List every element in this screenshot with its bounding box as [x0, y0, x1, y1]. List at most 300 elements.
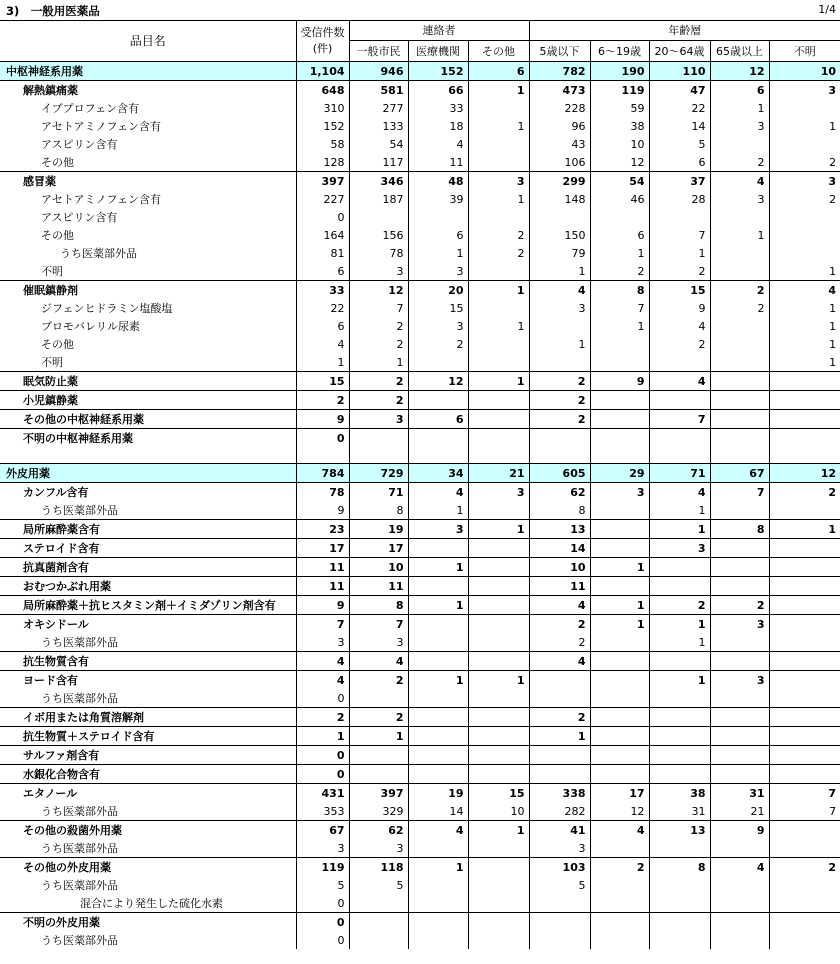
row-label: [0, 876, 296, 894]
row-label: [0, 671, 296, 690]
value-cell: 2: [769, 483, 840, 502]
row-label: [0, 226, 296, 244]
value-cell: 228: [529, 99, 590, 117]
table-row: [0, 172, 840, 191]
value-cell: [468, 839, 529, 858]
value-cell: [529, 689, 590, 708]
value-cell: 71: [349, 483, 408, 502]
column-header-age-65plus: 65歳以上: [710, 41, 769, 62]
value-cell: 946: [349, 62, 408, 81]
value-cell: [408, 208, 468, 226]
column-header-medical: 医療機関: [408, 41, 468, 62]
table-row: [0, 652, 840, 671]
value-cell: 0: [296, 765, 349, 784]
value-cell: 1: [529, 727, 590, 746]
row-label: [0, 208, 296, 226]
value-cell: 4: [408, 821, 468, 840]
value-cell: [408, 765, 468, 784]
value-cell: 23: [296, 520, 349, 539]
value-cell: [468, 335, 529, 353]
row-label-text: うち医薬部外品: [41, 503, 118, 517]
value-cell: [710, 727, 769, 746]
value-cell: [769, 577, 840, 596]
value-cell: 3: [408, 262, 468, 281]
row-label: [0, 281, 296, 300]
value-cell: 7: [649, 226, 710, 244]
table-row: [0, 281, 840, 300]
value-cell: 1: [408, 244, 468, 262]
value-cell: 38: [590, 117, 649, 135]
table-row: [0, 483, 840, 502]
value-cell: 8: [649, 858, 710, 877]
value-cell: 2: [710, 281, 769, 300]
value-cell: [349, 429, 408, 448]
table-row: [0, 802, 840, 821]
row-label: [0, 539, 296, 558]
value-cell: [710, 913, 769, 932]
value-cell: 2: [349, 317, 408, 335]
value-cell: [769, 727, 840, 746]
value-cell: [468, 652, 529, 671]
value-cell: [468, 539, 529, 558]
value-cell: [590, 671, 649, 690]
value-cell: 7: [649, 410, 710, 429]
page-header: [0, 0, 840, 21]
value-cell: 34: [408, 464, 468, 483]
value-cell: 38: [649, 784, 710, 803]
value-cell: 117: [349, 153, 408, 172]
row-label: [0, 615, 296, 634]
row-label: [0, 558, 296, 577]
value-cell: [649, 429, 710, 448]
value-cell: 54: [349, 135, 408, 153]
value-cell: 3: [408, 520, 468, 539]
row-label-text: ヨード含有: [23, 673, 78, 687]
row-label-text: うち医薬部外品: [60, 246, 137, 260]
row-label: [0, 317, 296, 335]
value-cell: [468, 262, 529, 281]
value-cell: 4: [649, 483, 710, 502]
value-cell: [769, 615, 840, 634]
value-cell: [710, 894, 769, 913]
value-cell: 3: [296, 839, 349, 858]
value-cell: 1: [468, 281, 529, 300]
value-cell: 1: [349, 353, 408, 372]
value-cell: [769, 708, 840, 727]
value-cell: [769, 746, 840, 765]
value-cell: [468, 299, 529, 317]
row-label: [0, 391, 296, 410]
row-label: [0, 99, 296, 117]
value-cell: [408, 577, 468, 596]
value-cell: [590, 708, 649, 727]
value-cell: [408, 652, 468, 671]
value-cell: 1: [829, 264, 837, 278]
row-label-text: 混合により発生した硫化水素: [80, 896, 223, 910]
column-header-age-6-19: 6～19歳: [590, 41, 649, 62]
table-row: [0, 821, 840, 840]
value-cell: [408, 353, 468, 372]
value-cell: 4: [408, 483, 468, 502]
table-row: [0, 539, 840, 558]
value-cell: 2: [829, 155, 837, 169]
table-row: [0, 727, 840, 746]
row-label: [0, 633, 296, 652]
row-label-text: イブプロフェン含有: [41, 101, 140, 115]
empty-cell: [590, 447, 649, 464]
value-cell: [710, 746, 769, 765]
row-label: [0, 689, 296, 708]
value-cell: 5: [649, 135, 710, 153]
value-cell: 1: [829, 355, 837, 369]
value-cell: 67: [710, 464, 769, 483]
row-label-text: うち医薬部外品: [41, 933, 118, 947]
table-row: [0, 839, 840, 858]
value-cell: [590, 501, 649, 520]
value-cell: 43: [529, 135, 590, 153]
value-cell: 605: [529, 464, 590, 483]
value-cell: 10: [349, 558, 408, 577]
value-cell: 0: [296, 931, 349, 949]
value-cell: 106: [529, 153, 590, 172]
value-cell: [529, 894, 590, 913]
value-cell: 33: [296, 281, 349, 300]
value-cell: 729: [349, 464, 408, 483]
value-cell: [649, 708, 710, 727]
value-cell: 14: [529, 539, 590, 558]
value-cell: [590, 429, 649, 448]
column-header-age-20-64: 20～64歳: [649, 41, 710, 62]
value-cell: [349, 931, 408, 949]
value-cell: 2: [349, 708, 408, 727]
value-cell: [710, 410, 769, 429]
value-cell: [710, 839, 769, 858]
value-cell: 79: [529, 244, 590, 262]
value-cell: [529, 208, 590, 226]
value-cell: [468, 765, 529, 784]
row-label-text: 抗生物質含有: [23, 654, 89, 668]
value-cell: [649, 876, 710, 894]
value-cell: [349, 894, 408, 913]
value-cell: [468, 577, 529, 596]
value-cell: 1: [769, 520, 840, 539]
value-cell: 37: [649, 172, 710, 191]
value-cell: 3: [590, 483, 649, 502]
empty-cell: [468, 447, 529, 464]
value-cell: [769, 839, 840, 858]
value-cell: [710, 501, 769, 520]
empty-cell: [649, 447, 710, 464]
value-cell: 22: [296, 299, 349, 317]
value-cell: 4: [529, 281, 590, 300]
value-cell: 12: [769, 464, 840, 483]
value-cell: 119: [296, 858, 349, 877]
value-cell: 2: [649, 596, 710, 615]
row-label-text: 局所麻酔薬含有: [23, 522, 100, 536]
value-cell: [408, 708, 468, 727]
row-label-text: その他: [41, 337, 74, 351]
table-row: [0, 391, 840, 410]
row-label-text: アスピリン含有: [41, 210, 118, 224]
value-cell: 6: [408, 226, 468, 244]
value-cell: 3: [710, 615, 769, 634]
report-table: [0, 21, 840, 949]
value-cell: 103: [529, 858, 590, 877]
value-cell: [590, 391, 649, 410]
value-cell: 3: [468, 483, 529, 502]
value-cell: [408, 689, 468, 708]
value-cell: 7: [829, 804, 837, 818]
value-cell: [590, 839, 649, 858]
value-cell: [468, 135, 529, 153]
value-cell: [468, 876, 529, 894]
value-cell: 1: [468, 372, 529, 391]
value-cell: 4: [349, 652, 408, 671]
value-cell: 1: [649, 615, 710, 634]
value-cell: [769, 99, 840, 117]
row-label: [0, 244, 296, 262]
value-cell: 346: [349, 172, 408, 191]
value-cell: 15: [649, 281, 710, 300]
row-label-text: 不明: [41, 355, 63, 369]
value-cell: [408, 894, 468, 913]
value-cell: [590, 913, 649, 932]
value-cell: 67: [296, 821, 349, 840]
value-cell: 2: [529, 391, 590, 410]
row-label-text: うち医薬部外品: [41, 804, 118, 818]
value-cell: 62: [529, 483, 590, 502]
value-cell: [529, 746, 590, 765]
value-cell: 164: [296, 226, 349, 244]
value-cell: [590, 539, 649, 558]
value-cell: 2: [529, 372, 590, 391]
value-cell: 1: [408, 671, 468, 690]
value-cell: 1: [710, 226, 769, 244]
table-row: [0, 615, 840, 634]
value-cell: [769, 501, 840, 520]
value-cell: [649, 577, 710, 596]
table-row: [0, 464, 840, 483]
value-cell: 2: [769, 858, 840, 877]
empty-cell: [349, 447, 408, 464]
value-cell: 96: [529, 117, 590, 135]
value-cell: 1: [649, 244, 710, 262]
value-cell: 1: [649, 633, 710, 652]
value-cell: [649, 727, 710, 746]
value-cell: 8: [529, 501, 590, 520]
value-cell: [590, 652, 649, 671]
empty-cell: [710, 447, 769, 464]
value-cell: [468, 746, 529, 765]
value-cell: 7: [349, 299, 408, 317]
value-cell: 14: [649, 117, 710, 135]
value-cell: 15: [296, 372, 349, 391]
value-cell: [710, 429, 769, 448]
value-cell: 59: [590, 99, 649, 117]
value-cell: 18: [408, 117, 468, 135]
value-cell: [769, 135, 840, 153]
value-cell: 3: [349, 839, 408, 858]
value-cell: [710, 317, 769, 335]
value-cell: 9: [296, 501, 349, 520]
column-header-age-unknown: 不明: [769, 41, 840, 62]
value-cell: [468, 633, 529, 652]
table-row: [0, 317, 840, 335]
row-label-text: イボ用または角質溶解剤: [23, 710, 144, 724]
value-cell: 9: [649, 299, 710, 317]
row-label: [0, 190, 296, 208]
value-cell: 6: [649, 153, 710, 172]
row-label: [0, 520, 296, 539]
value-cell: 3: [710, 190, 769, 208]
table-row: [0, 262, 840, 281]
value-cell: [468, 501, 529, 520]
value-cell: 66: [408, 81, 468, 100]
value-cell: [710, 353, 769, 372]
value-cell: [710, 208, 769, 226]
value-cell: 17: [590, 784, 649, 803]
table-row: [0, 299, 840, 317]
value-cell: 47: [649, 81, 710, 100]
value-cell: [468, 596, 529, 615]
value-cell: 1: [468, 81, 529, 100]
value-cell: 1: [468, 520, 529, 539]
value-cell: 13: [529, 520, 590, 539]
value-cell: 581: [349, 81, 408, 100]
value-cell: 1: [649, 501, 710, 520]
value-cell: 119: [590, 81, 649, 100]
value-cell: [710, 335, 769, 353]
value-cell: [468, 931, 529, 949]
value-cell: 6: [590, 226, 649, 244]
value-cell: 3: [296, 633, 349, 652]
value-cell: 1: [710, 99, 769, 117]
value-cell: [769, 633, 840, 652]
table-row: [0, 577, 840, 596]
value-cell: 1: [349, 727, 408, 746]
row-label: [0, 596, 296, 615]
value-cell: 2: [468, 226, 529, 244]
value-cell: 1: [468, 117, 529, 135]
value-cell: [710, 765, 769, 784]
value-cell: 152: [296, 117, 349, 135]
row-label-text: アセトアミノフェン含有: [41, 119, 162, 133]
value-cell: [769, 689, 840, 708]
value-cell: 4: [649, 372, 710, 391]
value-cell: 6: [710, 81, 769, 100]
value-cell: [649, 353, 710, 372]
value-cell: [468, 913, 529, 932]
value-cell: 78: [349, 244, 408, 262]
value-cell: [529, 931, 590, 949]
table-row: [0, 689, 840, 708]
table-body: [0, 62, 840, 950]
count-header-label: 受信件数 (件): [300, 26, 345, 55]
value-cell: 1: [296, 727, 349, 746]
value-cell: [408, 839, 468, 858]
value-cell: 4: [710, 172, 769, 191]
value-cell: [710, 652, 769, 671]
row-label-text: うち医薬部外品: [41, 878, 118, 892]
value-cell: [529, 765, 590, 784]
value-cell: 12: [408, 372, 468, 391]
value-cell: [468, 708, 529, 727]
row-label-text: 局所麻酔薬＋抗ヒスタミン剤＋イミダゾリン剤含有: [23, 598, 276, 612]
value-cell: 58: [296, 135, 349, 153]
table-row: [0, 117, 840, 135]
value-cell: 2: [649, 335, 710, 353]
value-cell: 0: [296, 913, 349, 932]
row-label-text: アセトアミノフェン含有: [41, 192, 162, 206]
value-cell: [769, 208, 840, 226]
value-cell: 0: [296, 746, 349, 765]
value-cell: [590, 335, 649, 353]
row-label-text: その他の外皮用薬: [23, 860, 111, 874]
value-cell: 1: [529, 335, 590, 353]
value-cell: [710, 708, 769, 727]
row-label: [0, 172, 296, 191]
value-cell: 277: [349, 99, 408, 117]
value-cell: 1: [590, 558, 649, 577]
value-cell: [349, 208, 408, 226]
value-cell: [408, 633, 468, 652]
row-label-text: ブロモバレリル尿素: [41, 319, 140, 333]
value-cell: 12: [590, 153, 649, 172]
row-label-text: 眠気防止薬: [23, 374, 78, 388]
value-cell: 10: [468, 802, 529, 821]
value-cell: 10: [769, 62, 840, 81]
value-cell: 54: [590, 172, 649, 191]
column-header-name: 品目名: [0, 21, 296, 62]
row-label: [0, 894, 296, 913]
table-row: [0, 520, 840, 539]
value-cell: [649, 894, 710, 913]
value-cell: 10: [590, 135, 649, 153]
value-cell: 7: [769, 784, 840, 803]
row-label: [0, 117, 296, 135]
table-row: [0, 410, 840, 429]
value-cell: [590, 894, 649, 913]
row-label-text: 小児鎮静薬: [23, 393, 78, 407]
value-cell: [468, 353, 529, 372]
row-label: [0, 372, 296, 391]
value-cell: [710, 244, 769, 262]
value-cell: [408, 391, 468, 410]
value-cell: 1: [829, 301, 837, 315]
value-cell: 1: [408, 596, 468, 615]
value-cell: 110: [649, 62, 710, 81]
value-cell: [529, 317, 590, 335]
value-cell: [408, 931, 468, 949]
table-row: [0, 190, 840, 208]
value-cell: 20: [408, 281, 468, 300]
value-cell: 3: [769, 81, 840, 100]
table-row: [0, 858, 840, 877]
value-cell: [408, 746, 468, 765]
value-cell: [590, 689, 649, 708]
value-cell: [710, 931, 769, 949]
value-cell: 19: [408, 784, 468, 803]
value-cell: 78: [296, 483, 349, 502]
value-cell: [769, 596, 840, 615]
value-cell: 11: [529, 577, 590, 596]
value-cell: [590, 633, 649, 652]
table-row: [0, 746, 840, 765]
row-label: [0, 931, 296, 949]
row-label: [0, 483, 296, 502]
value-cell: [649, 689, 710, 708]
value-cell: 338: [529, 784, 590, 803]
